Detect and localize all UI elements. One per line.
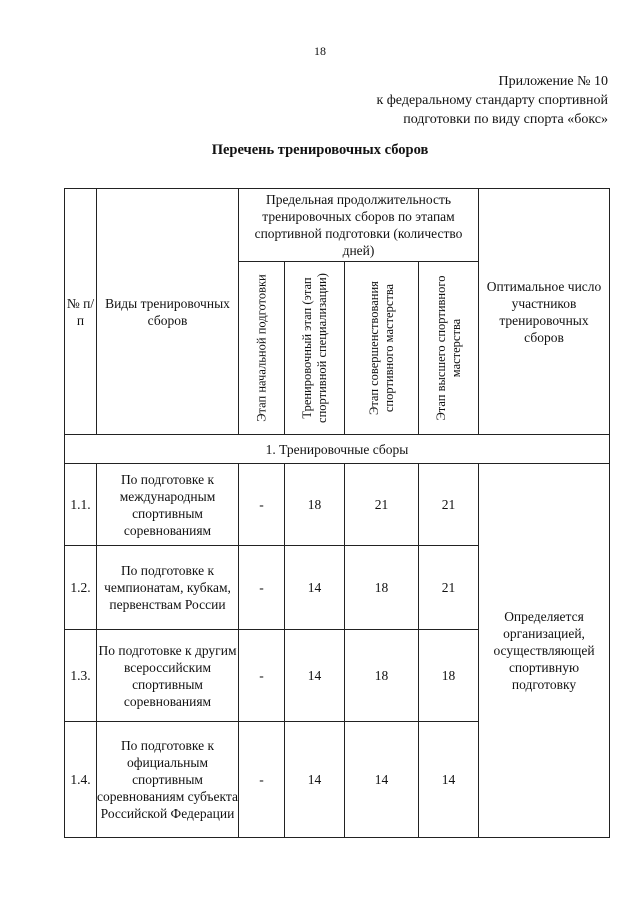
- header-stage-highest-text: Этап высшего спортивного мастерства: [433, 275, 463, 421]
- optimal-participants-value: Определяется организацией, осуществляющей спортивную подготовку: [479, 464, 610, 838]
- row-value-improvement: 18: [345, 546, 419, 630]
- row-number: 1.4.: [65, 722, 97, 838]
- annex-line-3: подготовки по виду спорта «бокс»: [403, 112, 608, 127]
- annex-line-2: к федеральному стандарту спортивной: [376, 93, 608, 108]
- header-stage-initial-text: Этап начальной подготовки: [254, 274, 268, 422]
- annex-header: [376, 72, 608, 129]
- row-value-training: 14: [285, 722, 345, 838]
- row-value-highest: 14: [419, 722, 479, 838]
- row-value-training: 14: [285, 546, 345, 630]
- header-stage-training: [285, 262, 345, 435]
- header-stage-improvement: [345, 262, 419, 435]
- row-number: 1.1.: [65, 464, 97, 546]
- row-value-highest: 21: [419, 464, 479, 546]
- row-value-training: 18: [285, 464, 345, 546]
- row-camp-name: По подготовке к другим всероссийским спортивным соревнованиям: [97, 630, 239, 722]
- header-optimal-participants: Оптимальное число участников тренировочных сборов: [479, 189, 610, 435]
- row-value-training: 14: [285, 630, 345, 722]
- row-camp-name: По подготовке к официальным спортивным соревнованиям субъекта Российской Федерации: [97, 722, 239, 838]
- row-value-highest: 21: [419, 546, 479, 630]
- header-stage-initial: [239, 262, 285, 435]
- annex-line-1: Приложение № 10: [498, 74, 608, 89]
- row-value-improvement: 21: [345, 464, 419, 546]
- header-camp-type: Виды тренировочных сборов: [97, 189, 239, 435]
- row-number: 1.2.: [65, 546, 97, 630]
- row-number: 1.3.: [65, 630, 97, 722]
- row-value-improvement: 14: [345, 722, 419, 838]
- header-stage-highest: [419, 262, 479, 435]
- row-value-initial: -: [239, 464, 285, 546]
- page-title: Перечень тренировочных сборов: [211, 142, 429, 158]
- row-value-initial: -: [239, 722, 285, 838]
- header-duration: Предельная продолжительность тренировочных сборов по этапам спортивной подготовки (количество дней): [239, 189, 479, 262]
- row-value-initial: -: [239, 630, 285, 722]
- page-number: 18: [314, 44, 326, 58]
- row-camp-name: По подготовке к международным спортивным соревнованиям: [97, 464, 239, 546]
- row-camp-name: По подготовке к чемпионатам, кубкам, первенствам России: [97, 546, 239, 630]
- header-stage-improvement-text: Этап совершенствования спортивного мастерства: [366, 281, 396, 415]
- header-stage-training-text: Тренировочный этап (этап спортивной специализации): [299, 273, 329, 423]
- table-row: [65, 464, 610, 546]
- training-camps-table: [64, 188, 610, 838]
- row-value-improvement: 18: [345, 630, 419, 722]
- row-value-initial: -: [239, 546, 285, 630]
- section-heading: 1. Тренировочные сборы: [65, 435, 610, 464]
- header-number: № п/п: [65, 189, 97, 435]
- row-value-highest: 18: [419, 630, 479, 722]
